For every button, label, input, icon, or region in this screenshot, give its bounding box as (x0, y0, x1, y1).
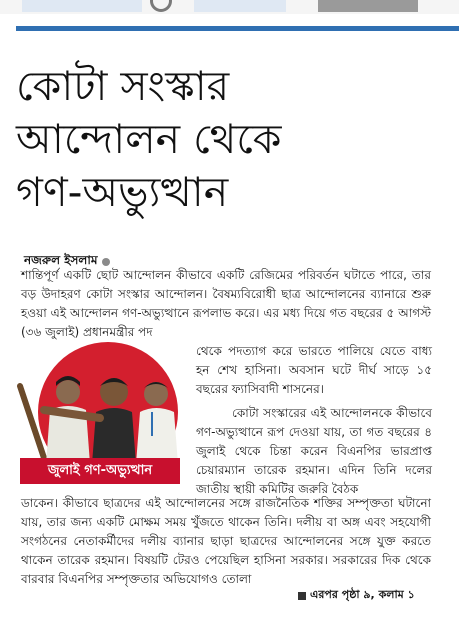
strip-block (22, 0, 142, 12)
section-rule (16, 26, 459, 31)
continued-jump[interactable] (298, 586, 415, 605)
paragraph-tail: ডাকেন। কীভাবে ছাত্রদের এই আন্দোলনের সঙ্গে রাজনৈতিক শক্তির সম্পৃক্ততা ঘটানো যায়, তার জন্য একটি মোক্ষম সময় খুঁজতে থাকেন তিনি। দলীয় বা অঙ্গ এবং সহযোগী সংগঠনের নেতাকর্মীদের দলীয় ব্যানার ছাড়া ছাত্রদের আন্দোলনের সঙ্গে যুক্ত করতে থাকেন তারেক রহমান। বিষয়টি টেরও পেয়েছিল হাসিনা সরকার। সরকারের দিক থেকে বারবার বিএনপির সম্পৃক্ততার অভিযোগও তোলা (21, 496, 431, 586)
graphic-caption: জুলাই গণ-অভ্যুত্থান (20, 458, 180, 484)
next-article-cut-off (0, 612, 459, 626)
byline-dot-icon (102, 258, 110, 266)
headline-line-1: কোটা সংস্কার (16, 62, 230, 110)
paragraph-column-1: থেকে পদত্যাগ করে ভারতে পালিয়ে যেতে বাধ্য হন শেখ হাসিনা। অবসান ঘটে দীর্ঘ সাড়ে ১৫ বছরের ফ্যাসিবাদী শাসনের। (196, 344, 432, 396)
strip-block (194, 0, 286, 12)
previous-section-strip (0, 0, 459, 14)
paragraph-column-2: কোটা সংস্কারের এই আন্দোলনকে কীভাবে গণ-অভ্যুত্থানে রূপ দেওয়া যায়, তা গত বছরের ৪ জুলাই থেকে চিন্তা করেন বিএনপির ভারপ্রাপ্ত চেয়ারম্যান তারেক রহমান। এদিন তিনি দলের জাতীয় স্থায়ী কমিটির জরুরি বৈঠক (196, 406, 432, 496)
jump-text: এরপর পৃষ্ঠা ৯, কলাম ১ (310, 588, 415, 601)
strip-ring-graphic (150, 0, 172, 12)
july-uprising-graphic (16, 340, 186, 492)
headline-line-3: গণ-অভ্যুত্থান (16, 168, 229, 216)
paragraph-lead: শান্তিপূর্ণ একটি ছোট আন্দোলন কীভাবে একটি রেজিমের পরিবর্তন ঘটাতে পারে, তার বড় উদাহরণ কোটা সংস্কার আন্দোলন। বৈষম্যবিরোধী ছাত্র আন্দোলনের ব্যানারে শুরু হওয়া এই আন্দোলন গণ-অভ্যুত্থানে রূপলাভ করে। এর মধ্য দিয়ে গত বছরের ৫ আগস্ট (৩৬ জুলাই) প্রধানমন্ত্রীর পদ (21, 268, 431, 339)
headline (16, 60, 456, 219)
headline-line-2: আন্দোলন থেকে (16, 115, 282, 163)
strip-photo (318, 0, 418, 12)
jump-square-icon (298, 592, 306, 600)
author-name: নজরুল ইসলাম (24, 253, 98, 267)
